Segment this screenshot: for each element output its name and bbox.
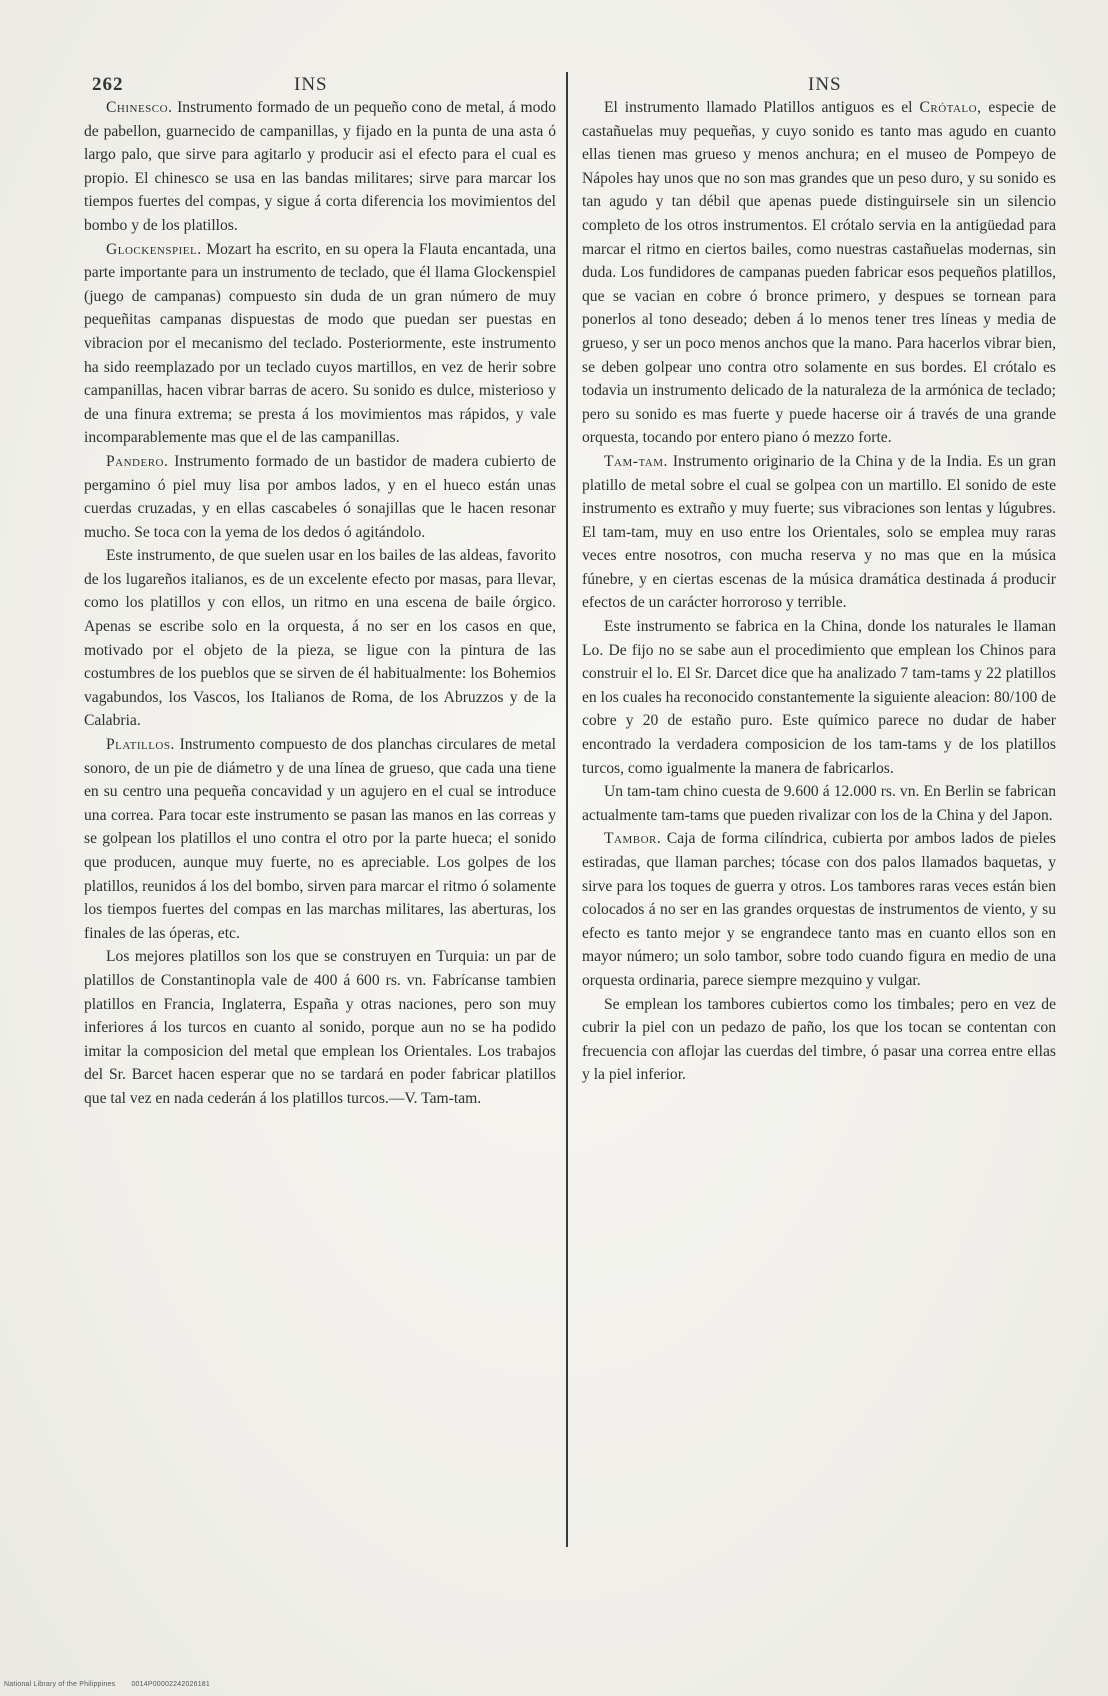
entry-term: Chinesco. [106, 99, 173, 116]
entry-text: Instrumento originario de la China y de la India. Es un gran platillo de metal sobre el cual se golpea con un martillo. El sonido de este instrumento es extraño y muy fuerte; sus vibraciones son lentas y lúgubres. El tam-tam, muy en uso entre los Orientales, solo se emplea muy raras veces entre nosotros, con mucha reserva y no mas que en la música fúnebre, y en ciertas escenas de la música dramática destinada á producir efectos de un carácter horroroso y terrible. [582, 452, 1056, 612]
scan-identifier: 0014P00002242026181 [131, 1681, 210, 1688]
left-column [84, 96, 556, 1111]
entry-term: Pandero. [106, 452, 169, 470]
right-running-head: INS [808, 74, 842, 95]
right-column [582, 96, 1056, 1087]
paragraph-tam-tam-price [582, 780, 1056, 827]
page-number: 262 [92, 74, 124, 95]
entry-text: Este instrumento, de que suelen usar en los bailes de las aldeas, favorito de los lugareños italianos, es de un excelente efecto por masas, para llevar, como los platillos y con ellos, un ritmo en una escena de baile órgico. Apenas se escribe solo en la orquesta, á no ser en los casos en que, motivado por el objeto de la pieza, se ligue con la pintura de las costumbres de los pueblos que se sirven de él habitualmente: los Bohemios vagabundos, los Vascos, los Italianos de Roma, de los Abruzzos y de la Calabria. [84, 547, 556, 730]
entry-text: El instrumento llamado Platillos antiguos es el [604, 99, 920, 116]
entry-pandero [84, 450, 556, 544]
entry-text: Caja de forma cilíndrica, cubierta por ambos lados de pieles estiradas, que llaman parches; tócase con dos palos llamados baquetas, y sirve para los toques de guerra y otros. Los tambores raras veces están bien colocados á no ser en las grandes orquestas de instrumentos de viento, y su efecto es tanto mejor y se engrandece tanto mas en cuanto ellos son en mayor número; un solo tambor, sobre todo cuando figura en medio de una orquesta ordinaria, parece siempre mezquino y vulgar. [582, 830, 1056, 989]
paragraph-platillos-turcos [84, 945, 556, 1110]
entry-platillos [84, 733, 556, 945]
column-divider [566, 72, 568, 1547]
running-header [92, 74, 1038, 98]
entry-term: Tam-tam. [604, 452, 668, 470]
entry-text: Instrumento formado de un pequeño cono de metal, á modo de pabellon, guarnecido de campanillas, y fijado en la punta de una asta ó largo palo, que sirve para agitarlo y producir asi el efecto para el cual es propio. El chinesco se usa en las bandas militares; sirve para marcar los tiempos fuertes del compas, y sigue á corta diferencia los movimientos del bombo y de los platillos. [84, 99, 556, 234]
entry-tambor [582, 827, 1056, 992]
entry-glockenspiel [84, 238, 556, 450]
entry-text: Los mejores platillos son los que se construyen en Turquia: un par de platillos de Constantinopla vale de 400 á 600 rs. vn. Fabrícanse tambien platillos en Francia, Inglaterra, España y otras naciones, pero son muy inferiores á los turcos en cuanto al sonido, porque aun no se ha podido imitar la composicion del metal que emplean los Orientales. Los trabajos del Sr. Barcet hacen esperar que no se tardará en poder fabricar platillos que tal vez en nada cederán á los platillos turcos.—V. Tam-tam. [84, 948, 556, 1107]
entry-term: Platillos. [106, 736, 175, 754]
entry-text: Este instrumento se fabrica en la China, donde los naturales le llaman Lo. De fijo no se sabe aun el procedimiento que emplean los Chinos para construir el lo. El Sr. Darcet dice que ha analizado 7 tam-tams y 22 platillos en los cuales ha reconocido constantemente la siguiente aleacion: 80/100 de cobre y 20 de estaño puro. Este químico parece no dudar de haber encontrado la verdadera composicion de los tam-tams y de los platillos turcos, como igualmente la manera de fabricarlos. [582, 618, 1056, 777]
scan-footer [4, 1681, 210, 1688]
entry-text: especie de castañuelas muy pequeñas, y cuyo sonido es tanto mas agudo en cuanto ellas tienen mas grueso y menos anchura; en el museo de Pompeyo de Nápoles hay unos que no son mas grandes que un peso duro, y su sonido es tan agudo y tan débil que apenas puede distinguirsele sin un silencio completo de los otros instrumentos. El crótalo servia en la antigüedad para marcar el ritmo en ciertos bailes, como nuestras castañuelas modernas, sin duda. Los fundidores de campanas pueden fabricar esos pequeños platillos, que se vacian en cobre ó bronce primero, y despues se tornean para ponerlos al tono deseado; deben á lo menos tener tres líneas y media de grueso, y ser un poco menos anchos que la mano. Para hacerlos vibrar bien, se deben golpear uno contra otro solamente en sus bordes. El crótalo es todavia un instrumento delicado de la naturaleza de la armónica de teclado; pero su sonido es mas fuerte y puede hacerse oir á través de una grande orquesta, tocando por entero piano ó mezzo forte. [582, 99, 1056, 447]
entry-text: Instrumento formado de un bastidor de madera cubierto de pergamino ó piel muy lisa por ambos lados, y en el hueco están unas cuerdas cruzadas, y en ellas cascabeles ó sonajillas que le hacen resonar mucho. Se toca con la yema de los dedos ó agitándolo. [84, 452, 556, 541]
entry-tam-tam [582, 450, 1056, 615]
entry-text: Mozart ha escrito, en su opera la Flauta encantada, una parte importante para un instrumento de teclado, que él llama Glockenspiel (juego de campanas) compuesto sin duda de un gran número de muy pequeñitas campanas dispuestas de modo que puedan ser puestas en vibracion por el mecanismo del teclado. Posteriormente, este instrumento ha sido reemplazado por un teclado cuyos martillos, en vez de herir sobre campanillas, hacen vibrar barras de acero. Su sonido es dulce, misterioso y de una finura extrema; se presta á los movimientos mas rápidos, y vale incomparablemente mas que el de las campanillas. [84, 240, 556, 447]
paragraph-pandero-use [84, 544, 556, 733]
entry-term: Glockenspiel. [106, 240, 202, 258]
library-credit: National Library of the Philippines [4, 1681, 116, 1688]
entry-text: Se emplean los tambores cubiertos como los timbales; pero en vez de cubrir la piel con un pedazo de paño, los que los tocan se contentan con frecuencia con aflojar las cuerdas del timbre, ó pasar una correa entre ellas y la piel inferior. [582, 995, 1056, 1084]
entry-chinesco [84, 96, 556, 238]
paragraph-tambores-cubiertos [582, 993, 1056, 1087]
left-running-head: INS [294, 74, 328, 95]
entry-term: Crótalo, [919, 99, 982, 116]
entry-term: Tambor. [604, 830, 662, 848]
paragraph-tam-tam-china [582, 615, 1056, 780]
entry-text: Un tam-tam chino cuesta de 9.600 á 12.000 rs. vn. En Berlin se fabrican actualmente tam-tams que pueden rivalizar con los de la China y del Japon. [582, 783, 1056, 824]
entry-crotalo [582, 96, 1056, 450]
entry-text: Instrumento compuesto de dos planchas circulares de metal sonoro, de un pie de diámetro y de una línea de grueso, que cada una tiene en su centro una pequeña concavidad y un agujero en el cual se introduce una correa. Para tocar este instrumento se pasan las manos en las correas y se golpean los platillos el uno contra el otro por la parte hueca; el sonido que producen, aunque muy fuerte, no es apreciable. Los golpes de los platillos, reunidos á los del bombo, sirven para marcar el ritmo ó solamente los tiempos fuertes del compas en las marchas militares, las aberturas, los finales de las óperas, etc. [84, 736, 556, 942]
